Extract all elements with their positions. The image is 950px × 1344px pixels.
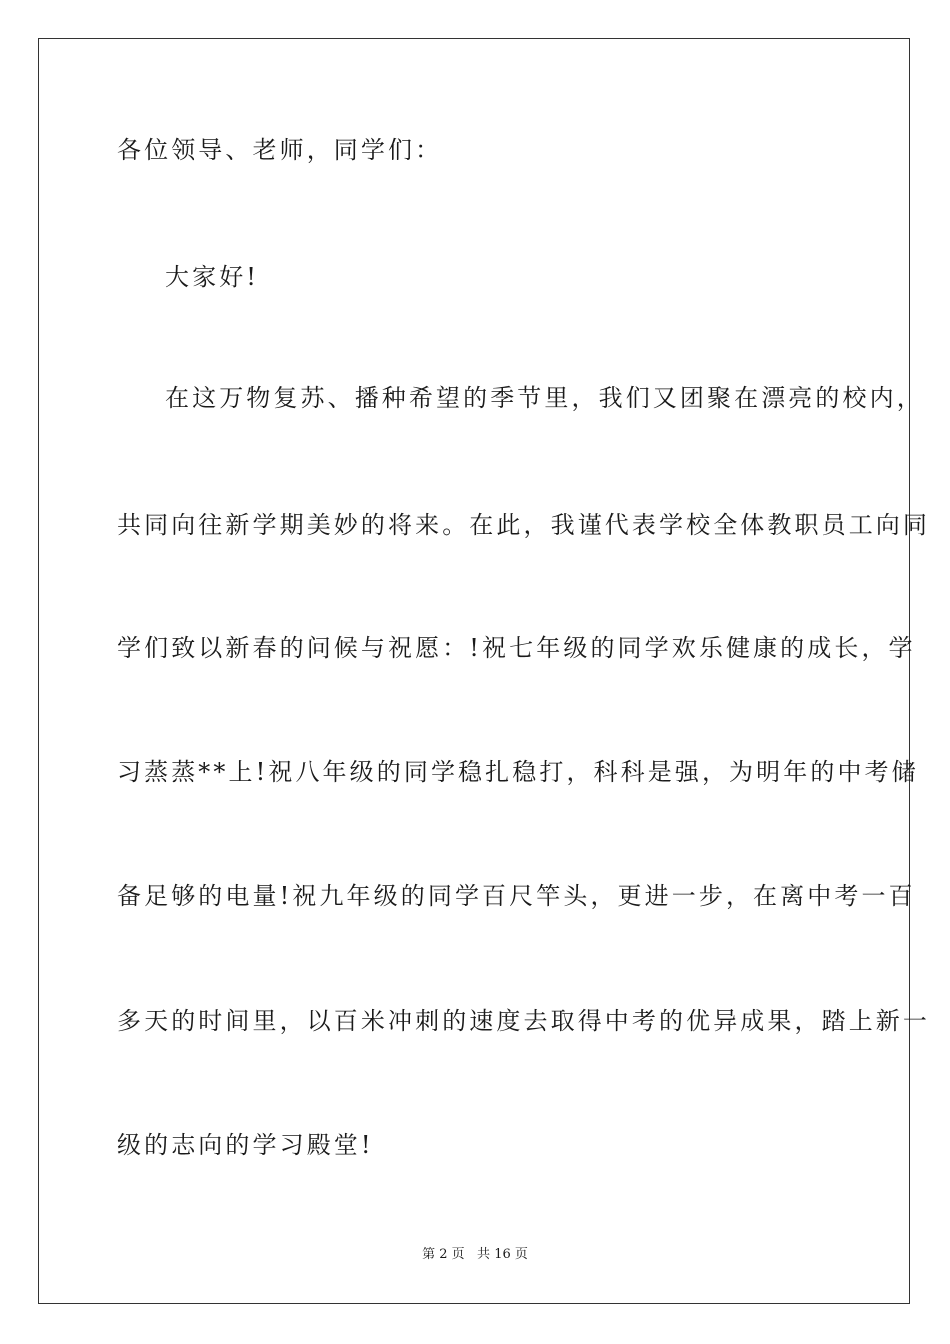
paragraph-line-1: 在这万物复苏、播种希望的季节里，我们又团聚在漂亮的校内， — [165, 384, 924, 412]
greeting-line: 大家好! — [165, 263, 260, 291]
page-number-footer: 第 2 页 共 16 页 — [422, 1247, 528, 1262]
paragraph-line-3: 学们致以新春的问候与祝愿：!祝七年级的同学欢乐健康的成长，学 — [117, 634, 916, 662]
page-frame — [38, 38, 910, 1304]
paragraph-line-5: 备足够的电量!祝九年级的同学百尺竿头，更进一步，在离中考一百 — [117, 882, 916, 910]
paragraph-line-4: 习蒸蒸**上!祝八年级的同学稳扎稳打，科科是强，为明年的中考储 — [117, 758, 919, 786]
paragraph-line-2: 共同向往新学期美妙的将来。在此，我谨代表学校全体教职员工向同 — [117, 511, 930, 539]
salutation-line: 各位领导、老师，同学们： — [117, 136, 443, 164]
paragraph-line-7: 级的志向的学习殿堂! — [117, 1131, 374, 1159]
paragraph-line-6: 多天的时间里，以百米冲刺的速度去取得中考的优异成果，踏上新一 — [117, 1007, 930, 1035]
